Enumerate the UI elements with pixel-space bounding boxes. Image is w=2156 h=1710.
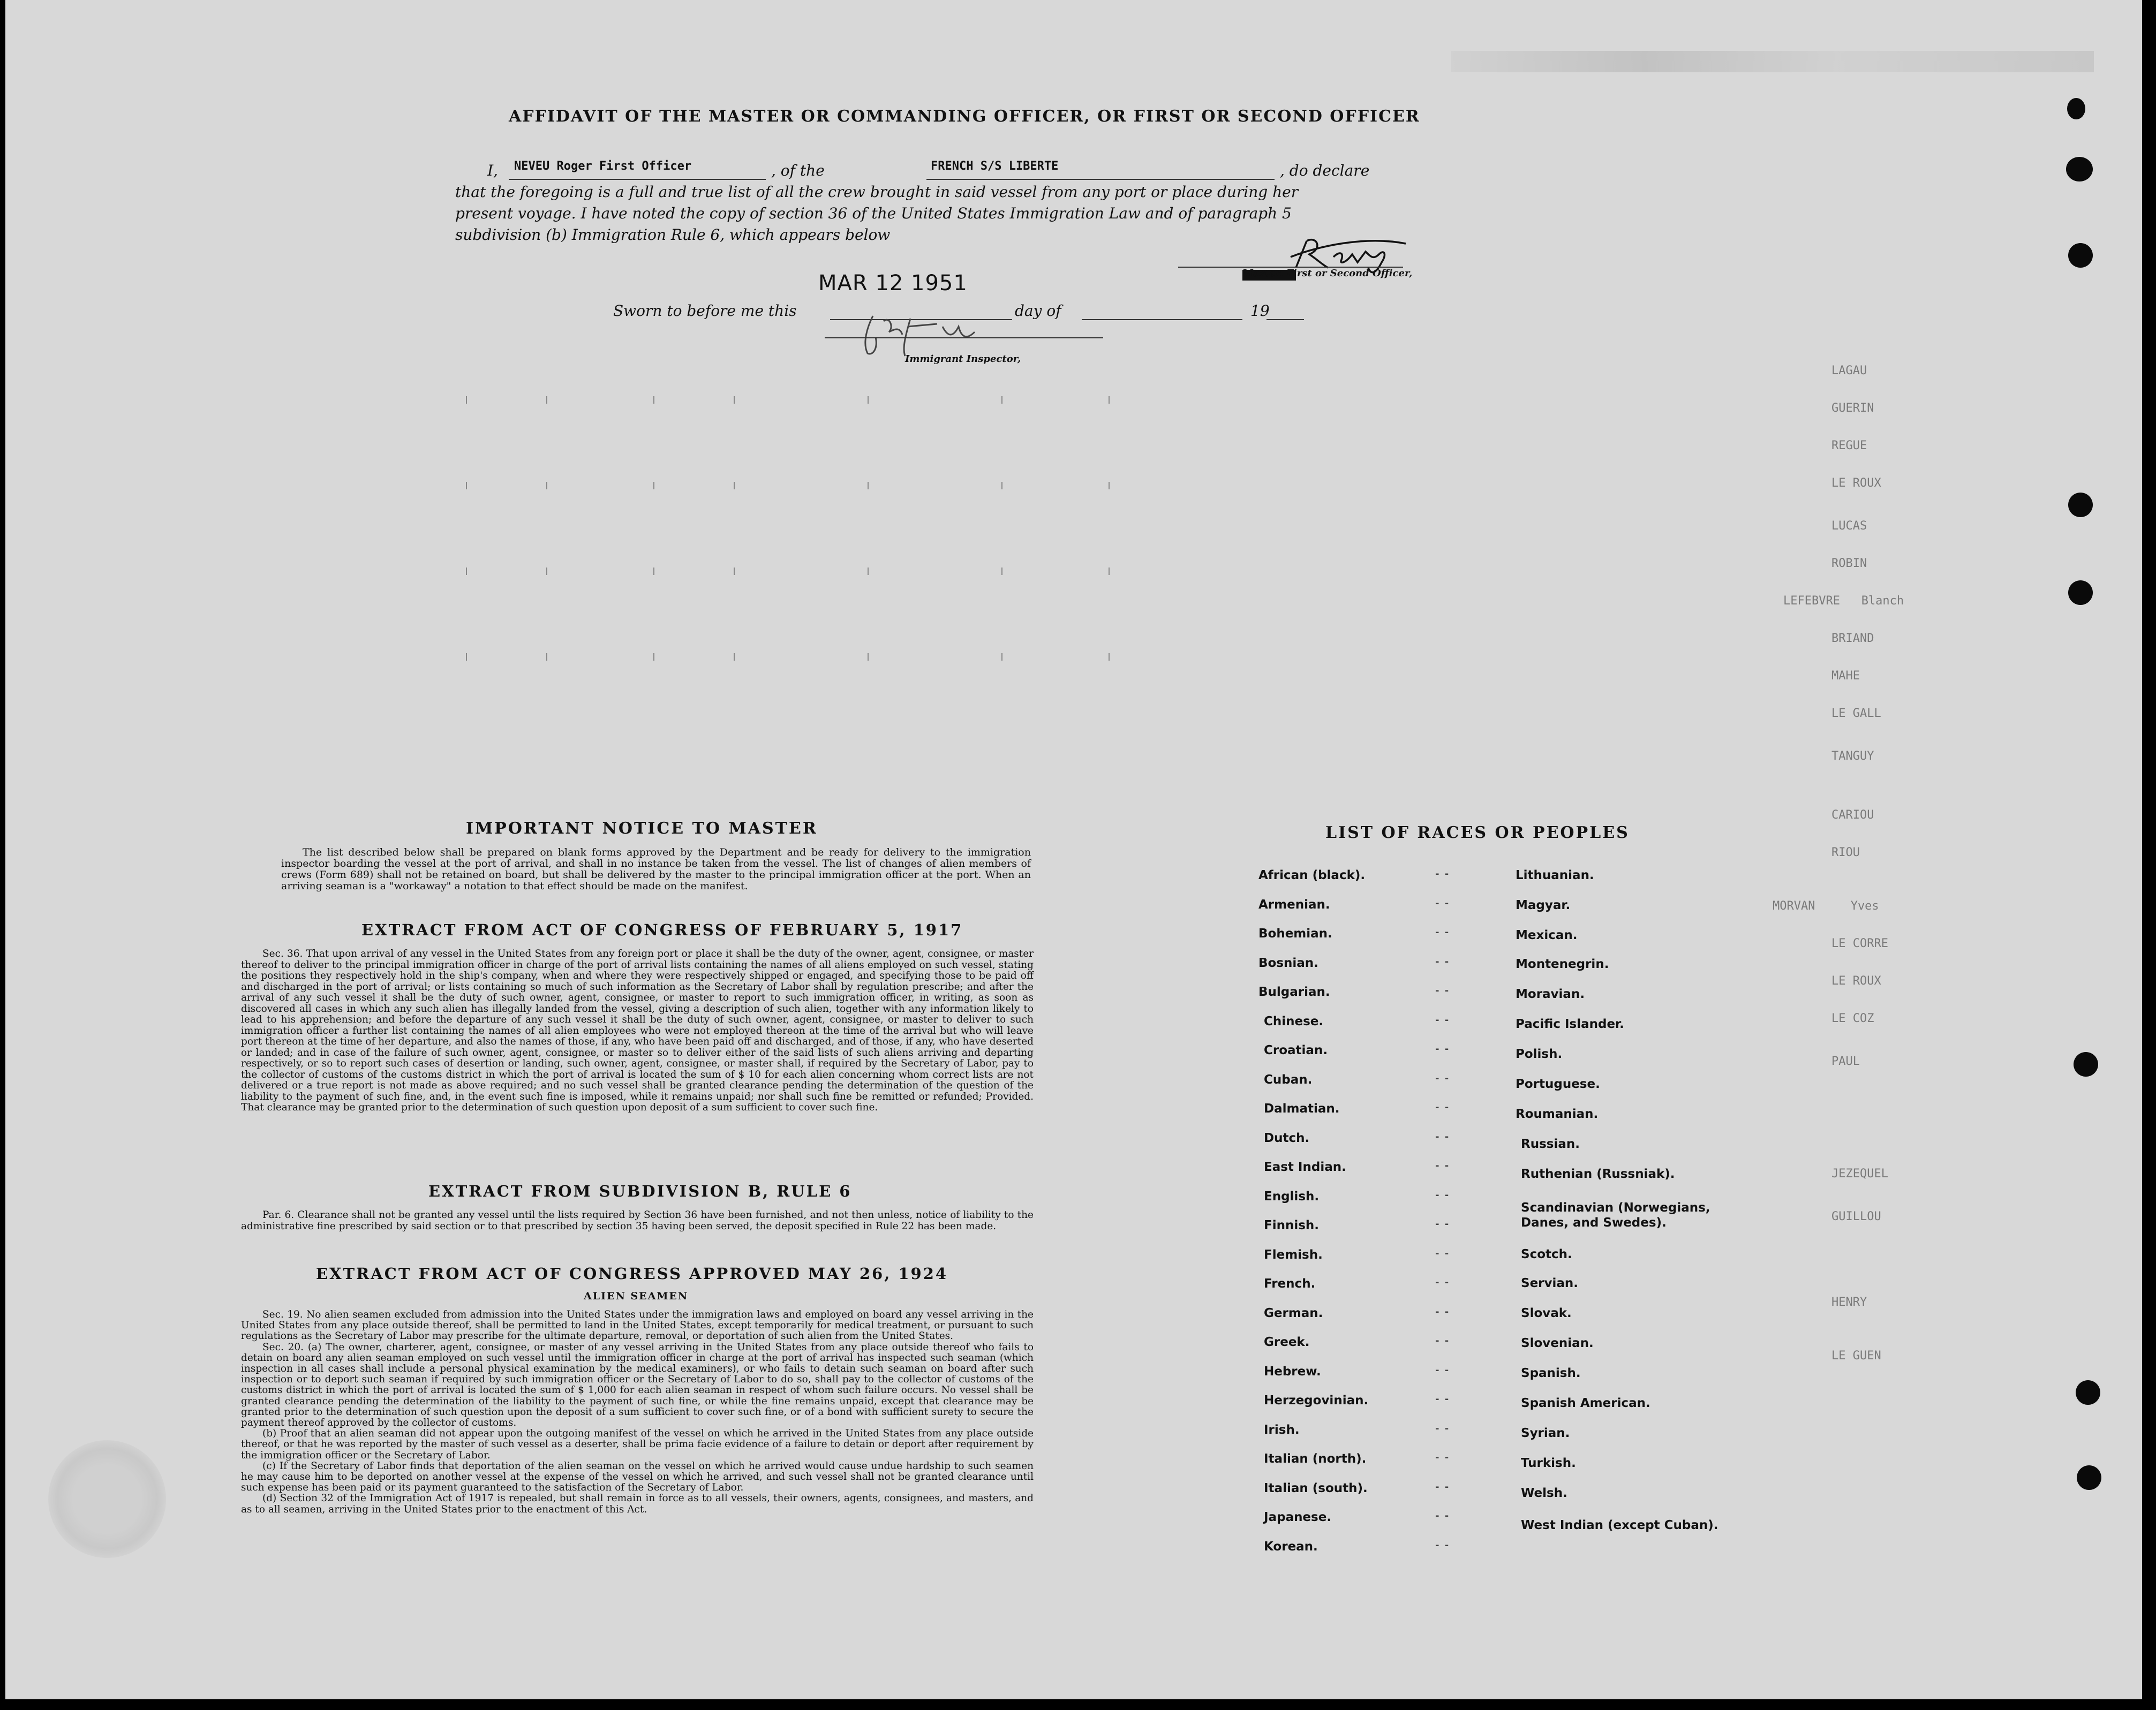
officer-title: Master, First or Second Officer, [1242,268,1413,279]
race-item: Pacific Islander. [1516,1017,1624,1031]
races-left-column [1253,868,1457,1564]
race-item: Bulgarian. [1258,985,1330,999]
race-item: Slovenian. [1521,1336,1594,1350]
punch-hole [2068,243,2093,268]
extract-1924-p4: (c) If the Secretary of Labor finds that deportation of the alien seaman on the vessel on which he arrived would cause undue hardship to such seamen he may cause him to be deported on another vessel at the expense of the vessel on which he arrived, and such vessel shall not be granted clearance until such expense has been paid or its payment guaranteed to the satisfaction of the Secretary of Labor. [241,1460,1034,1494]
race-item: Welsh. [1521,1486,1567,1500]
document-page [5,0,2142,1699]
race-item: English. [1264,1189,1320,1204]
extract-1924-p3: (b) Proof that an alien seaman did not appear upon the outgoing manifest of the vessel on which he arrived in the United States from any place outside thereof, or that he was reported by the master of such vessel as a deserter, shall be prima facie evidence of a failure to detain or deport after requirement by the immigration officer or the Secretary of Labor. [241,1428,1034,1461]
race-item: Herzegovinian. [1264,1394,1369,1408]
day-of-label: day of [1015,302,1061,320]
race-item: French. [1264,1277,1316,1291]
officer-name: NEVEU Roger First Officer [514,160,692,173]
race-dash: - - [1435,1189,1450,1201]
punch-hole [2077,1465,2101,1490]
punch-hole [2067,98,2085,119]
race-dash: - - [1435,1072,1450,1084]
race-dash: - - [1435,927,1450,938]
vessel-line [926,179,1275,180]
race-dash: - - [1435,985,1450,996]
race-dash: - - [1435,897,1450,909]
punch-hole [2076,1380,2100,1405]
race-dash: - - [1435,1423,1450,1434]
race-item: Bosnian. [1258,956,1318,970]
race-item: Cuban. [1264,1072,1313,1087]
race-item: Croatian. [1264,1043,1328,1057]
race-item: Chinese. [1264,1014,1324,1028]
race-dash: - - [1435,1481,1450,1493]
race-dash: - - [1435,956,1450,967]
race-item: Japanese. [1264,1510,1332,1524]
extract-1924-subtitle: ALIEN SEAMEN [584,1290,689,1302]
punch-hole [2074,1052,2098,1077]
race-item: Flemish. [1264,1247,1323,1262]
race-item: Scandinavian (Norwegians, Danes, and Swedes). [1521,1201,1710,1230]
race-item: Servian. [1521,1276,1579,1290]
race-item: Magyar. [1516,898,1571,912]
race-dash: - - [1435,1131,1450,1142]
extract-1924-p5: (d) Section 32 of the Immigration Act of 1917 is repealed, but shall remain in force as to all vessels, their owners, agents, consignees, and masters, and as to all seamen, arriving in the United States prior to the enactment of this Act. [241,1493,1034,1515]
extract-1924-p2: Sec. 20. (a) The owner, charterer, agent, consignee, or master of any vessel arriving in the United States from any place outside thereof who fails to detain on board any alien seaman employed on such vessel until the immigration officer in charge at the port of arrival has inspected such seaman (which inspection in all cases shall include a personal physical examination by the medical examiners), or who fails to detain such seaman on board after such inspection or to deport such seaman if required by such immigration officer or the Secretary of Labor to do so, shall pay to the collector of customs of the customs district in which the port of arrival is located the sum of $ 1,000 for each alien seaman in respect of whom such failure occurs. No vessel shall be granted clearance pending the determination of the liability to the payment of such fine, or while the fine remains unpaid, except that clearance may be granted prior to the determination of such question upon the deposit of a sum sufficient to cover such fine, or of a bond with sufficient surety to secure the payment thereof approved by the collector of customs. [241,1341,1034,1429]
race-item: Irish. [1264,1423,1300,1437]
affidavit-line4: subdivision (b) Immigration Rule 6, which appears below [455,226,891,244]
affidavit-line3: present voyage. I have noted the copy of section 36 of the United States Immigration Law and of paragraph 5 [455,205,1292,222]
extract-1917-title: EXTRACT FROM ACT OF CONGRESS OF FEBRUARY 5, 1917 [361,921,963,939]
race-item: Dalmatian. [1264,1102,1340,1116]
affidavit-line1 [455,162,1462,183]
race-dash: - - [1435,1160,1450,1171]
race-dash: - - [1435,1452,1450,1463]
race-dash: - - [1435,1043,1450,1055]
race-item: Armenian. [1258,897,1330,912]
race-item: Italian (south). [1264,1481,1368,1495]
affidavit-title: AFFIDAVIT OF THE MASTER OR COMMANDING OFFICER, OR FIRST OR SECOND OFFICER [509,107,1420,126]
race-item: African (black). [1258,868,1366,882]
race-item: Lithuanian. [1516,868,1594,882]
extract-rule6-text [241,1210,1034,1232]
race-item: Bohemian. [1258,927,1332,941]
race-item: Greek. [1264,1335,1310,1349]
year-line [1267,319,1304,320]
race-dash: - - [1435,1277,1450,1288]
race-dash: - - [1435,1014,1450,1026]
race-dash: - - [1435,1335,1450,1346]
race-item: Ruthenian (Russniak). [1521,1167,1675,1181]
race-item: Dutch. [1264,1131,1310,1145]
race-item: Spanish American. [1521,1396,1650,1410]
race-dash: - - [1435,1247,1450,1259]
bleed-through-marks [466,396,1644,696]
race-item: Polish. [1516,1047,1563,1061]
punch-hole [2068,493,2093,517]
race-item: Moravian. [1516,987,1585,1001]
races-right-column [1510,868,1735,1564]
race-item: Spanish. [1521,1366,1581,1380]
race-dash: - - [1435,1102,1450,1113]
race-item: East Indian. [1264,1160,1346,1174]
race-item: Turkish. [1521,1456,1576,1470]
race-item: German. [1264,1306,1323,1320]
punch-hole [2068,580,2093,605]
notice-text [281,847,1031,892]
race-dash: - - [1435,1306,1450,1318]
race-item: Slovak. [1521,1306,1572,1320]
race-item: Roumanian. [1516,1107,1599,1121]
race-dash: - - [1435,1394,1450,1405]
race-item: Finnish. [1264,1219,1320,1232]
notice-title: IMPORTANT NOTICE TO MASTER [466,819,818,838]
extract-rule6-paragraph: Par. 6. Clearance shall not be granted any vessel until the lists required by Section 36 have been furnished, and not then unless, notice of liability to the administrative fine prescribed by said section or to that prescribed by section 35 having been served, the deposit specified in Rule 22 has been made. [241,1209,1034,1232]
officer-name-line [509,179,766,180]
seal-bleed-through [48,1440,166,1558]
bleed-through-table: LAGAU GUERIN REGUE LE ROUX LUCAS ROBIN LEFEBVRE Blanch BRIAND MAHE LE GALL TANGUY CARIOU RIOU MORVAN Yves LE CORRE LE ROUX LE COZ PAUL JEZEQUEL GUILLOU HENRY LE GUEN [1773,364,1904,1363]
extract-1924-text [241,1310,1034,1515]
race-item: Portuguese. [1516,1077,1600,1091]
extract-1924-title: EXTRACT FROM ACT OF CONGRESS APPROVED MAY 26, 1924 [316,1265,948,1283]
race-item: West Indian (except Cuban). [1521,1518,1718,1532]
affidavit-i-label: I, [487,162,498,179]
extract-1924-p1: Sec. 19. No alien seamen excluded from admission into the United States under the immigration laws and employed on board any vessel arriving in the United States from any place outside thereof, shall be permitted to land in the United States, except temporarily for medical treatment, or pursuant to such regulations as the Secretary of Labor may prescribe for the ultimate departure, removal, or deportation of such alien from the United States. [241,1309,1034,1342]
affidavit-line2: that the foregoing is a full and true list of all the crew brought in said vessel from any port or place during her [455,183,1299,201]
bleed-through-header [1451,51,2094,72]
notice-paragraph: The list described below shall be prepared on blank forms approved by the Department and be ready for delivery to the immigration inspector boarding the vessel at the port of arrival, and shall in no instance be taken from the vessel. The list of changes of alien members of crews (Form 689) shall not be retained on board, but shall be delivered by the master to the principal immigration officer at the port. When an arriving seaman is a "workaway" a notation to that effect should be made on the manifest. [281,846,1031,892]
race-dash: - - [1435,1539,1450,1551]
race-item: Italian (north). [1264,1452,1367,1466]
date-stamp: MAR 12 1951 [818,271,968,296]
of-the-label: , of the [771,162,825,179]
year-prefix: 19 [1250,302,1270,320]
race-dash: - - [1435,1364,1450,1376]
race-item: Scotch. [1521,1247,1572,1261]
extract-rule6-title: EXTRACT FROM SUBDIVISION B, RULE 6 [428,1182,852,1200]
race-item: Mexican. [1516,928,1578,942]
race-dash: - - [1435,1510,1450,1522]
inspector-line [825,337,1103,338]
sworn-text: Sworn to before me this [613,302,797,320]
vessel-name: FRENCH S/S LIBERTE [931,160,1059,173]
extract-1917-text [241,949,1034,1114]
inspector-label: Immigrant Inspector, [905,353,1021,365]
race-item: Syrian. [1521,1426,1570,1440]
race-dash: - - [1435,868,1450,880]
race-item: Korean. [1264,1539,1318,1554]
race-item: Hebrew. [1264,1364,1321,1379]
race-dash: - - [1435,1219,1450,1230]
race-item: Russian. [1521,1137,1580,1151]
month-line [1082,319,1242,320]
race-item: Montenegrin. [1516,957,1609,971]
do-declare-label: , do declare [1280,162,1370,179]
extract-1917-paragraph: Sec. 36. That upon arrival of any vessel in the United States from any foreign port or place it shall be the duty of the owner, agent, consignee, or master thereof to deliver to the principal immigration officer in charge of the port of arrival lists containing the names of all aliens employed on such vessel, stating the positions they respectively hold in the ship's company, when and where they were respectively shipped or engaged, and specifying those to be paid off and discharged in the port of arrival; or lists containing so much of such information as the Secretary of Labor shall by regulation prescribe; and after the arrival of any such vessel it shall be the duty of such owner, agent, consignee, or master to report to such immigration officer, in writing, as soon as discovered all cases in which any such alien has illegally landed from the vessel, giving a description of such alien, together with any information likely to lead to his apprehension; and before the departure of any such vessel it shall be the duty of such owner, agent, consignee, or master to deliver to such immigration officer a further list containing the names of all alien employees who were not employed thereon at the time of the arrival but who will leave port thereon at the time of her departure, and also the names of those, if any, who have been paid off and discharged, and of those, if any, who have deserted or landed; and in case of the failure of such owner, agent, consignee, or master so to deliver either of the said lists of such aliens arriving and departing respectively, or so to report such cases of desertion or landing, such owner, agent, consignee, or master shall, if required by the Secretary of Labor, pay to the collector of customs of the customs district in which the port of arrival is located the sum of $ 10 for each alien concerning whom correct lists are not delivered or a true report is not made as above required; and no such vessel shall be granted clearance pending the determination of the question of the liability to the payment of such fine, and, in the event such fine is imposed, while it remains unpaid; nor shall such fine be remitted or refunded; Provided. That clearance may be granted prior to the determination of such question upon deposit of a sum sufficient to cover such fine. [241,948,1034,1113]
races-title: LIST OF RACES OR PEOPLES [1325,823,1630,842]
punch-hole [2066,157,2093,181]
